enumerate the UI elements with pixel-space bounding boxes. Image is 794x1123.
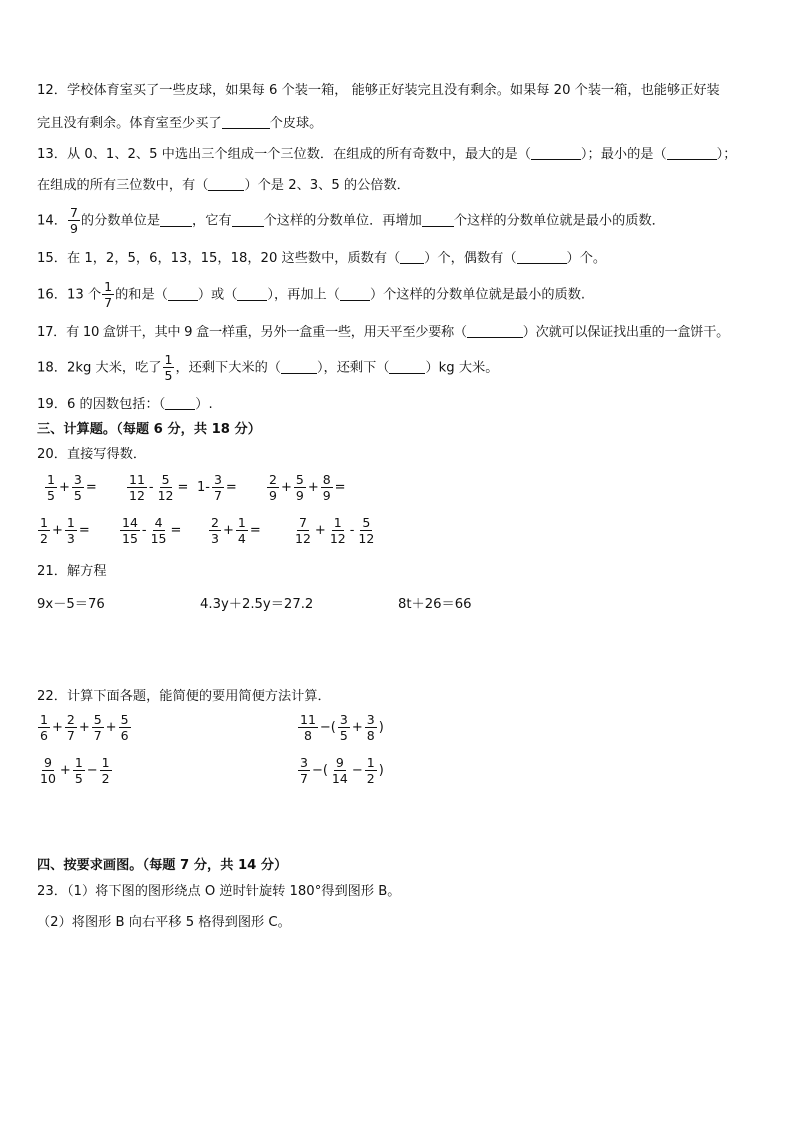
operator: −( <box>319 720 336 735</box>
q18-text: 18．2kg 大米，吃了 <box>37 360 162 376</box>
denominator: 15 <box>122 531 138 546</box>
q14-text: 个这样的分数单位．再增加 <box>263 213 422 229</box>
fraction <box>163 352 175 383</box>
numerator: 5 <box>362 515 371 530</box>
q14-number: 14． <box>37 213 67 229</box>
numerator: 5 <box>161 472 170 487</box>
q15-text: ）个。 <box>566 251 607 266</box>
q14-text: 个这样的分数单位就是最小的质数． <box>453 213 665 229</box>
numerator: 4 <box>154 515 163 530</box>
denominator: 9 <box>322 488 331 503</box>
denominator: 8 <box>366 728 375 743</box>
operator: + <box>280 480 292 495</box>
operator: - <box>148 480 154 495</box>
equals-sign: = <box>225 480 237 495</box>
question-20-title: 20．直接写得数． <box>37 447 147 462</box>
calc-expression <box>266 472 347 503</box>
operator: −( <box>311 763 328 778</box>
q17-text: ）次就可以保证找出重的一盒饼干。 <box>522 325 729 340</box>
operator: + <box>314 523 326 538</box>
numerator: 11 <box>300 712 316 727</box>
answer-blank[interactable] <box>168 287 198 301</box>
numerator: 5 <box>93 712 102 727</box>
calc-expression <box>119 515 182 546</box>
question-15 <box>37 250 606 268</box>
fraction <box>294 472 306 503</box>
operator: − <box>351 763 363 778</box>
numerator: 1 <box>74 755 83 770</box>
q13-text: 在组成的所有三位数中，有（ <box>37 178 209 193</box>
numerator: 1 <box>101 755 110 770</box>
denominator: 5 <box>164 368 173 383</box>
calc-expression <box>297 755 385 786</box>
fraction <box>119 712 131 743</box>
fraction <box>73 755 85 786</box>
denominator: 7 <box>213 488 222 503</box>
calc-expression <box>196 472 238 503</box>
denominator: 5 <box>73 488 82 503</box>
denominator: 10 <box>40 771 56 786</box>
fraction <box>127 472 147 503</box>
equation-1: 9x－5＝76 <box>37 597 105 612</box>
fraction <box>100 755 112 786</box>
numerator: 3 <box>339 712 348 727</box>
q18-text: ），还剩下（ <box>316 360 390 376</box>
answer-blank[interactable] <box>232 213 264 227</box>
fraction <box>68 205 80 236</box>
fraction <box>92 712 104 743</box>
fraction <box>102 279 114 310</box>
numerator: 3 <box>73 472 82 487</box>
numerator: 1 <box>366 755 375 770</box>
operator: 1- <box>197 480 210 495</box>
denominator: 12 <box>129 488 145 503</box>
equals-sign: = <box>78 523 90 538</box>
operator: + <box>105 720 117 735</box>
question-23-part2: （2）将图形 B 向右平移 5 格得到图形 C。 <box>37 915 291 930</box>
denominator: 6 <box>120 728 129 743</box>
denominator: 12 <box>358 531 375 546</box>
numerator: 7 <box>69 205 78 220</box>
answer-blank[interactable] <box>389 360 425 374</box>
numerator: 3 <box>300 755 308 770</box>
fraction <box>365 712 377 743</box>
question-13-cont <box>37 177 410 195</box>
operator: + <box>58 480 70 495</box>
q15-text: 15．在 1，2，5，6，13，15，18，20 这些数中，质数有（ <box>37 251 401 266</box>
denominator: 7 <box>93 728 102 743</box>
operator: − <box>86 763 98 778</box>
fraction <box>65 515 77 546</box>
operator: + <box>51 720 63 735</box>
question-23: 23．（1）将下图的图形绕点 O 逆时针旋转 180°得到图形 B。 <box>37 884 401 899</box>
numerator: 14 <box>122 515 138 530</box>
fraction <box>38 755 58 786</box>
fraction <box>330 755 350 786</box>
q12-line1: 12．学校体育室买了一些皮球，如果每 6 个装一箱， 能够正好装完且没有剩余。如果每 20 个装一箱，也能够正好装 <box>37 83 720 98</box>
fraction <box>338 712 350 743</box>
numerator: 5 <box>295 472 304 487</box>
denominator: 3 <box>66 531 75 546</box>
fraction <box>328 515 348 546</box>
q17-text: 17．有 10 盒饼干，其中 9 盒一样重，另外一盒重一些，用天平至少要称（ <box>37 325 467 340</box>
q18-text: ，还剩下大米的（ <box>175 360 281 376</box>
numerator: 3 <box>213 472 222 487</box>
denominator: 9 <box>269 488 277 503</box>
question-12 <box>37 82 720 100</box>
calc-expression <box>292 515 377 546</box>
fraction <box>209 515 221 546</box>
fraction <box>321 472 333 503</box>
denominator: 12 <box>295 531 311 546</box>
question-22-title: 22．计算下面各题，能简便的要用简便方法计算． <box>37 689 331 704</box>
fraction <box>65 712 77 743</box>
denominator: 2 <box>40 531 48 546</box>
numerator: 1 <box>333 515 342 530</box>
calc-expression <box>208 515 262 546</box>
equals-sign: = <box>85 480 97 495</box>
denominator: 2 <box>101 771 110 786</box>
denominator: 5 <box>339 728 348 743</box>
answer-blank[interactable] <box>160 213 192 227</box>
calc-expression <box>126 472 189 503</box>
denominator: 14 <box>331 771 348 786</box>
fraction <box>72 472 84 503</box>
denominator: 5 <box>74 771 83 786</box>
equation-3: 8t＋26＝66 <box>398 597 472 612</box>
denominator: 7 <box>66 728 75 743</box>
q16-text: ）个这样的分数单位就是最小的质数. <box>369 287 586 303</box>
denominator: 8 <box>303 728 312 743</box>
question-21-title: 21．解方程 <box>37 564 107 579</box>
fraction <box>298 712 318 743</box>
numerator: 5 <box>120 712 129 727</box>
denominator: 2 <box>366 771 375 786</box>
q14-text: 的分数单位是 <box>80 213 161 229</box>
operator: + <box>51 523 63 538</box>
answer-blank[interactable] <box>165 396 195 410</box>
answer-blank[interactable] <box>340 287 370 301</box>
calc-expression <box>37 515 91 546</box>
numerator: 1 <box>104 279 113 294</box>
q16-text: ）或（ <box>197 287 238 303</box>
q16-text: ），再加上（ <box>267 287 340 303</box>
question-12-cont <box>37 115 322 133</box>
question-18 <box>37 352 498 384</box>
answer-blank[interactable] <box>208 177 244 191</box>
numerator: 1 <box>164 352 173 367</box>
numerator: 1 <box>66 515 75 530</box>
operator: + <box>222 523 234 538</box>
q13-text: ）； <box>716 147 737 162</box>
fraction <box>156 472 176 503</box>
answer-blank[interactable] <box>422 213 454 227</box>
section-4-heading: 四、按要求画图。（每题 7 分，共 14 分） <box>37 858 288 873</box>
numerator: 2 <box>269 472 277 487</box>
q12-text-end: 个皮球。 <box>269 116 323 131</box>
denominator: 4 <box>237 531 246 546</box>
equals-sign: = <box>334 480 346 495</box>
q19-text: ）. <box>195 397 213 412</box>
question-17 <box>37 324 729 342</box>
denominator: 6 <box>40 728 48 743</box>
fraction <box>149 515 169 546</box>
q12-text: 完且没有剩余。体育室至少买了 <box>37 116 222 131</box>
numerator: 9 <box>43 755 52 770</box>
calc-expression <box>44 472 98 503</box>
equals-sign: = <box>249 523 261 538</box>
q14-text: ，它有 <box>192 213 232 229</box>
denominator: 7 <box>300 771 308 786</box>
denominator: 3 <box>211 531 219 546</box>
q13-text: 13．从 0、1、2、5 中选出三个组成一个三位数．在组成的所有奇数中，最大的是（ <box>37 147 531 162</box>
answer-blank[interactable] <box>517 250 567 264</box>
calc-expression <box>297 712 385 743</box>
q13-text: ）；最小的是（ <box>580 147 667 162</box>
fraction <box>267 472 279 503</box>
q18-text: ）kg 大米。 <box>425 360 499 376</box>
numerator: 7 <box>298 515 307 530</box>
denominator: 9 <box>69 221 78 236</box>
denominator: 7 <box>104 295 113 310</box>
answer-blank[interactable] <box>281 360 317 374</box>
operator: + <box>351 720 363 735</box>
denominator: 12 <box>157 488 174 503</box>
answer-blank[interactable] <box>237 287 267 301</box>
denominator: 12 <box>329 531 346 546</box>
numerator: 3 <box>366 712 375 727</box>
q19-text: 19．6 的因数包括：（ <box>37 397 166 412</box>
fraction <box>365 755 377 786</box>
fraction <box>293 515 313 546</box>
numerator: 1 <box>40 515 48 530</box>
denominator: 5 <box>47 488 55 503</box>
equals-sign: = <box>177 480 189 495</box>
fraction <box>356 515 376 546</box>
calc-expression <box>37 712 132 743</box>
equals-sign: = <box>170 523 182 538</box>
numerator: 9 <box>335 755 344 770</box>
fraction <box>120 515 140 546</box>
numerator: 8 <box>322 472 331 487</box>
numerator: 2 <box>211 515 219 530</box>
operator: - <box>349 523 355 538</box>
question-13 <box>37 146 736 164</box>
question-19 <box>37 396 213 414</box>
answer-blank[interactable] <box>531 146 581 160</box>
answer-blank[interactable] <box>467 324 523 338</box>
denominator: 9 <box>295 488 304 503</box>
fraction <box>45 472 57 503</box>
q16-text: 的和是（ <box>115 287 168 303</box>
operator: - <box>141 523 147 538</box>
operator: + <box>59 763 71 778</box>
numerator: 1 <box>47 472 55 487</box>
numerator: 1 <box>237 515 246 530</box>
answer-blank[interactable] <box>667 146 717 160</box>
fraction <box>212 472 224 503</box>
operator: + <box>78 720 90 735</box>
numerator: 11 <box>129 472 145 487</box>
fraction <box>298 755 310 786</box>
operator: ) <box>378 763 384 778</box>
question-14 <box>37 205 665 237</box>
q15-text: ）个，偶数有（ <box>424 251 517 266</box>
calc-expression <box>37 755 113 786</box>
fraction <box>38 712 50 743</box>
answer-blank[interactable] <box>400 250 424 264</box>
operator: + <box>307 480 319 495</box>
equation-2: 4.3y＋2.5y＝27.2 <box>200 597 314 612</box>
fraction <box>236 515 248 546</box>
answer-blank[interactable] <box>222 115 270 129</box>
operator: ) <box>378 720 384 735</box>
q13-text: ）个是 2、3、5 的公倍数． <box>244 178 410 193</box>
denominator: 15 <box>150 531 167 546</box>
fraction <box>38 515 50 546</box>
numerator: 1 <box>40 712 48 727</box>
numerator: 2 <box>66 712 75 727</box>
question-16 <box>37 279 585 311</box>
q16-text: 16．13 个 <box>37 287 102 303</box>
section-3-heading: 三、计算题。（每题 6 分，共 18 分） <box>37 422 261 437</box>
